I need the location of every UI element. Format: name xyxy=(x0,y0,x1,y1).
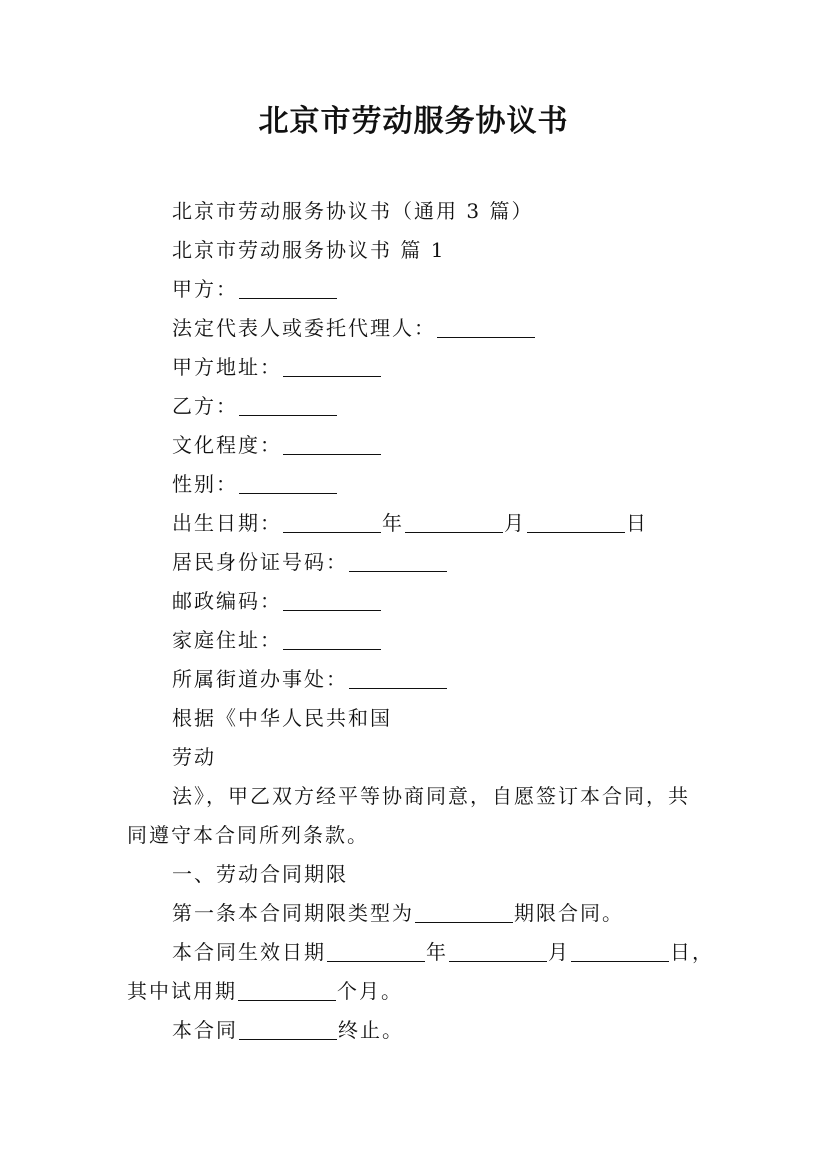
birth-year-blank xyxy=(283,512,381,533)
trial-period-suffix: 个月。 xyxy=(337,979,403,1003)
effective-month-label: 月 xyxy=(548,940,570,964)
gender-blank xyxy=(239,473,337,494)
id-number-line xyxy=(172,547,448,577)
legal-rep-label: 法定代表人或委托代理人： xyxy=(172,316,436,340)
party-a-address-label: 甲方地址： xyxy=(172,355,282,379)
id-number-label: 居民身份证号码： xyxy=(172,550,348,574)
month-label: 月 xyxy=(504,511,526,535)
party-b-label: 乙方： xyxy=(172,394,238,418)
contract-end-blank xyxy=(239,1019,337,1040)
legal-rep-line xyxy=(172,313,536,343)
effective-month-blank xyxy=(449,941,547,962)
document-title: 北京市劳动服务协议书 xyxy=(258,104,569,139)
gender-line xyxy=(172,469,338,499)
year-label: 年 xyxy=(382,511,404,535)
home-address-line xyxy=(172,625,382,655)
basis-text-2: 劳动 xyxy=(172,745,216,769)
birth-date-label: 出生日期： xyxy=(172,511,282,535)
article-1-line xyxy=(172,898,624,928)
home-address-blank xyxy=(283,629,381,650)
article-1-text: 第一条本合同期限类型为 xyxy=(172,901,414,925)
section-heading: 北京市劳动服务协议书 篇 1 xyxy=(172,238,446,262)
contract-end-label: 本合同 xyxy=(172,1018,238,1042)
gender-label: 性别： xyxy=(172,472,238,496)
postcode-label: 邮政编码： xyxy=(172,589,282,613)
effective-day-label: 日， xyxy=(670,940,714,964)
street-office-blank xyxy=(349,668,447,689)
party-a-line xyxy=(172,274,338,304)
legal-rep-blank xyxy=(437,317,535,338)
party-a-address-line xyxy=(172,352,382,382)
party-a-blank xyxy=(239,278,337,299)
id-number-blank xyxy=(349,551,447,572)
trial-period-label: 其中试用期 xyxy=(127,979,237,1003)
contract-end-line xyxy=(172,1015,404,1045)
street-office-label: 所属街道办事处： xyxy=(172,667,348,691)
education-blank xyxy=(283,434,381,455)
effective-day-blank xyxy=(571,941,669,962)
basis-text-3: 法》，甲乙双方经平等协商同意，自愿签订本合同，共 xyxy=(172,784,690,808)
article-1-suffix: 期限合同。 xyxy=(514,901,624,925)
party-a-label: 甲方： xyxy=(172,277,238,301)
postcode-blank xyxy=(283,590,381,611)
effective-date-label: 本合同生效日期 xyxy=(172,940,326,964)
birth-month-blank xyxy=(405,512,503,533)
postcode-line xyxy=(172,586,382,616)
trial-period-line xyxy=(127,976,403,1006)
trial-period-blank xyxy=(238,980,336,1001)
education-label: 文化程度： xyxy=(172,433,282,457)
effective-date-line xyxy=(172,937,714,967)
party-b-line xyxy=(172,391,338,421)
education-line xyxy=(172,430,382,460)
contract-end-suffix: 终止。 xyxy=(338,1018,404,1042)
street-office-line xyxy=(172,664,448,694)
home-address-label: 家庭住址： xyxy=(172,628,282,652)
basis-text-1: 根据《中华人民共和国 xyxy=(172,706,392,730)
day-label: 日 xyxy=(626,511,648,535)
subtitle-line: 北京市劳动服务协议书（通用 3 篇） xyxy=(172,199,534,223)
party-b-blank xyxy=(239,395,337,416)
section-contract-term: 一、劳动合同期限 xyxy=(172,862,348,886)
effective-year-label: 年 xyxy=(426,940,448,964)
birth-day-blank xyxy=(527,512,625,533)
term-type-blank xyxy=(415,902,513,923)
effective-year-blank xyxy=(327,941,425,962)
birth-date-line xyxy=(172,508,648,538)
party-a-address-blank xyxy=(283,356,381,377)
basis-text-4: 同遵守本合同所列条款。 xyxy=(127,823,369,847)
